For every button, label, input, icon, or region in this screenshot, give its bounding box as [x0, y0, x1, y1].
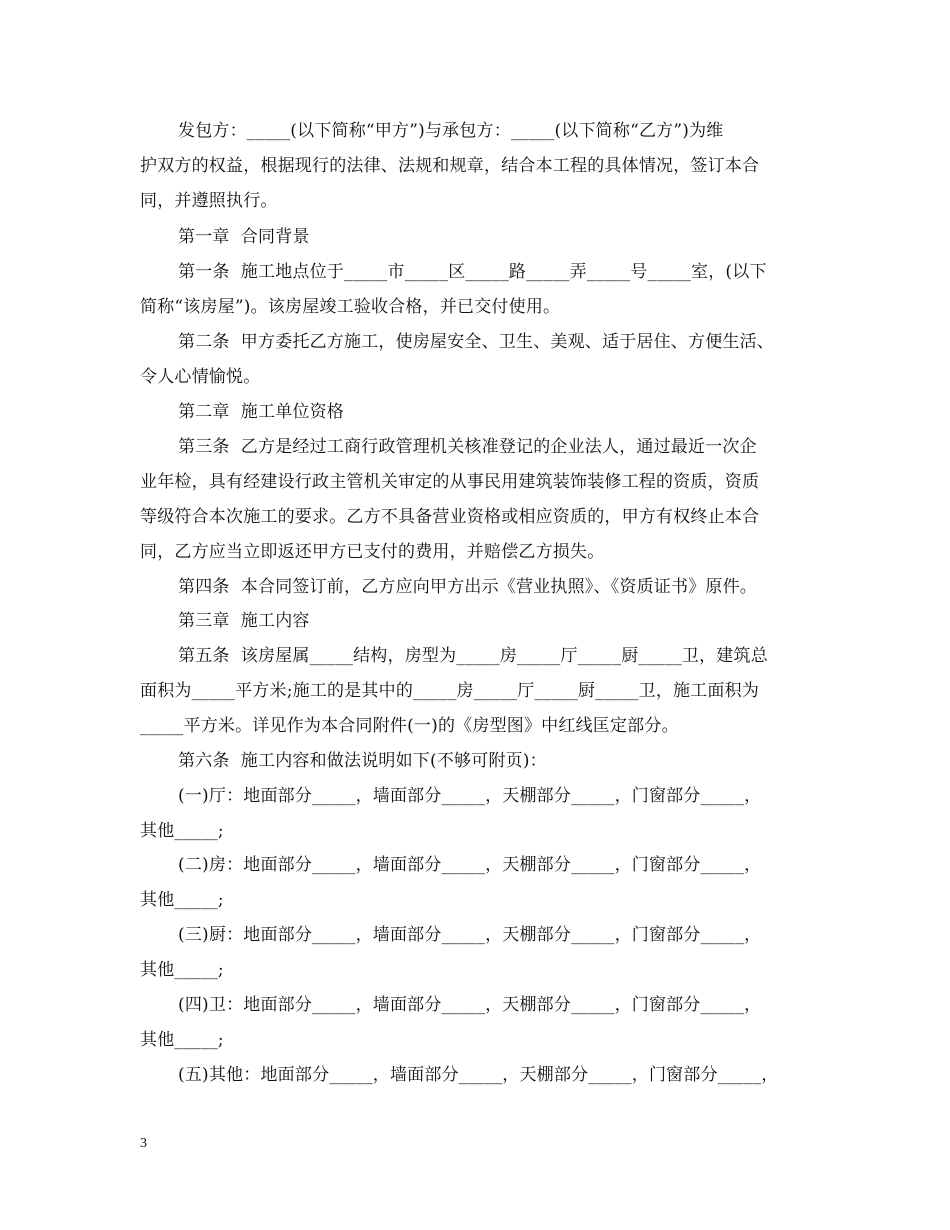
text-line: 护双方的权益，根据现行的法律、法规和规章，结合本工程的具体情况，签订本合 [140, 156, 760, 176]
text-line: 其他_____; [140, 960, 224, 980]
text-line: 第一条 施工地点位于_____市_____区_____路_____弄_____号_____室，(以下 [178, 262, 767, 282]
text-line: 其他_____; [140, 1030, 224, 1050]
text-line: 令人心情愉悦。 [140, 367, 261, 387]
text-line: 简称“该房屋”)。该房屋竣工验收合格，并已交付使用。 [140, 297, 561, 317]
text-line: 其他_____; [140, 890, 224, 910]
text-line: (五)其他：地面部分_____，墙面部分_____，天棚部分_____，门窗部分_____， [178, 1065, 779, 1085]
text-line: 第三条 乙方是经过工商行政管理机关核准登记的企业法人，通过最近一次企 [178, 437, 757, 457]
text-line: (三)厨：地面部分_____，墙面部分_____，天棚部分_____，门窗部分_____， [178, 925, 762, 945]
page-number: 3 [140, 1136, 147, 1151]
text-line: (一)厅：地面部分_____，墙面部分_____，天棚部分_____，门窗部分_____， [178, 786, 762, 806]
text-line: 第四条 本合同签订前，乙方应向甲方出示《营业执照》、《资质证书》原件。 [178, 577, 758, 597]
chapter-heading: 第一章 合同背景 [178, 227, 310, 247]
text-line: 第六条 施工内容和做法说明如下(不够可附页)： [178, 751, 547, 771]
chapter-heading: 第三章 施工内容 [178, 611, 310, 631]
text-line: 发包方：_____(以下简称“甲方”)与承包方：_____(以下简称“乙方”)为维 [178, 121, 724, 141]
text-line: 其他_____; [140, 821, 224, 841]
text-line: (四)卫：地面部分_____，墙面部分_____，天棚部分_____，门窗部分_____， [178, 995, 762, 1015]
text-line: (二)房：地面部分_____，墙面部分_____，天棚部分_____，门窗部分_____， [178, 855, 762, 875]
text-line: 面积为_____平方米;施工的是其中的_____房_____厅_____厨_____卫，施工面积为 [140, 681, 760, 701]
chapter-heading: 第二章 施工单位资格 [178, 402, 345, 422]
text-line: 业年检，具有经建设行政主管机关审定的从事民用建筑装饰装修工程的资质，资质 [140, 472, 760, 492]
text-line: 等级符合本次施工的要求。乙方不具备营业资格或相应资质的，甲方有权终止本合 [140, 507, 760, 527]
text-line: 第五条 该房屋属_____结构，房型为_____房_____厅_____厨_____卫，建筑总 [178, 646, 768, 666]
text-line: 同，乙方应当立即返还甲方已支付的费用，并赔偿乙方损失。 [140, 542, 605, 562]
text-line: 同，并遵照执行。 [140, 191, 278, 211]
text-line: 第二条 甲方委托乙方施工，使房屋安全、卫生、美观、适于居住、方便生活、 [178, 332, 775, 352]
text-line: _____平方米。详见作为本合同附件(一)的《房型图》中红线匡定部分。 [140, 716, 679, 736]
